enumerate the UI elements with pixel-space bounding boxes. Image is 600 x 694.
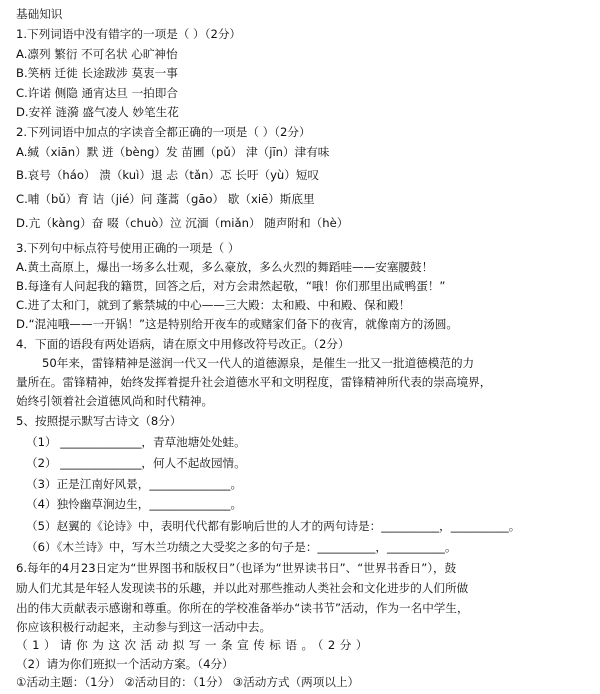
q2-stem: 2.下列词语中加点的字读音全都正确的一项是（ ）（2分）: [16, 125, 311, 139]
q5-item-4: （4）独怜幽草涧边生，______________。: [26, 497, 243, 511]
q2-option-b: B.哀号（háo） 溃（kuì）退 忐（tǎn）忑 长吁（yù）短叹: [16, 168, 320, 182]
q5-item-6: （6）《木兰诗》中，写木兰功绩之大受奖之多的句子是：__________，__________。: [26, 540, 457, 554]
q2-option-c: C.哺（bǔ）育 诘（jié）问 蓬蒿（gāo） 歇（xiē）斯底里: [16, 192, 315, 206]
q4-paragraph-line-3: 始终引领着社会道德风尚和时代精神。: [16, 394, 214, 408]
q3-option-c: C.进了太和门，就到了紫禁城的中心——三大殿：太和殿、中和殿、保和殿！: [16, 298, 411, 312]
q3-option-d: D.“混沌哦——一开锅！”这是特别给开夜车的或赌家们备下的夜宵，就像南方的汤圆。: [16, 317, 459, 331]
q2-option-d: D.亢（kàng）奋 啜（chuò）泣 沉湎（miǎn） 随声附和（hè）: [16, 216, 349, 230]
q1-stem: 1.下列词语中没有错字的一项是（ ）（2分）: [16, 27, 242, 41]
section-title: 基础知识: [16, 7, 63, 21]
q1-option-b: B.笑柄 迁徙 长途跋涉 莫衷一事: [16, 66, 178, 80]
q6-line-4: 你应该积极行动起来，主动参与到这一活动中去。: [16, 620, 272, 634]
q1-option-d: D.安祥 涟漪 盛气凌人 妙笔生花: [16, 105, 179, 119]
q4-paragraph-line-1: 50年来，雷锋精神是滋润一代又一代人的道德源泉，是催生一批又一批道德模范的力: [42, 356, 475, 370]
q4-paragraph-line-2: 量所在。雷锋精神，始终发挥着提升社会道德水平和文明程度，雷锋精神所代表的崇高境界，: [16, 375, 492, 389]
q6-sub-3: ①活动主题：（1分） ②活动目的：（1分） ③活动方式（两项以上）: [16, 675, 360, 689]
q6-line-3: 出的伟大贡献表示感谢和尊重。你所在的学校准备举办“读书节”活动，作为一名中学生，: [16, 601, 469, 615]
q6-line-2: 励人们尤其是年轻人发现读书的乐趣，并以此对那些推动人类社会和文化进步的人们所做: [16, 581, 469, 595]
q6-sub-2: （2）请为你们班拟一个活动方案。（4分）: [16, 657, 234, 671]
q5-stem: 5、按照提示默写古诗文（8分）: [16, 414, 182, 428]
q6-line-1: 6.每年的4月23日定为“世界图书和版权日”（也译为“世界读书日”、“世界书香日”），鼓: [16, 561, 457, 575]
q5-item-1: （1） ______________，青草池塘处处蛙。: [26, 435, 246, 449]
q5-item-5: （5）赵翼的《论诗》中，表明代代都有影响后世的人才的两句诗是：__________，__________。: [26, 519, 521, 533]
q2-option-a: A.缄（xiān）默 迸（bèng）发 苗圃（pǔ） 津（jīn）津有味: [16, 145, 330, 159]
q5-item-2: （2） ______________，何人不起故园情。: [26, 456, 246, 470]
q1-option-c: C.许诺 侧隐 通宵达旦 一拍即合: [16, 86, 178, 100]
q3-option-b: B.每逢有人问起我的籍贯，回答之后，对方会肃然起敬，“哦！你们那里出咸鸭蛋！”: [16, 279, 446, 293]
q3-option-a: A.黄土高原上，爆出一场多么壮观，多么豪放，多么火烈的舞蹈哇——安塞腰鼓！: [16, 260, 434, 274]
q3-stem: 3.下列句中标点符号使用正确的一项是（ ）: [16, 241, 240, 255]
q5-item-3: （3）正是江南好风景，______________。: [26, 477, 243, 491]
q6-sub-1: （1）请你为这次活动拟写一条宣传标语。（2分）: [16, 638, 372, 652]
q4-stem: 4．下面的语段有两处语病，请在原文中用修改符号改正。（2分）: [16, 337, 350, 351]
q1-option-a: A.凛列 繁衍 不可名状 心旷神怡: [16, 47, 178, 61]
